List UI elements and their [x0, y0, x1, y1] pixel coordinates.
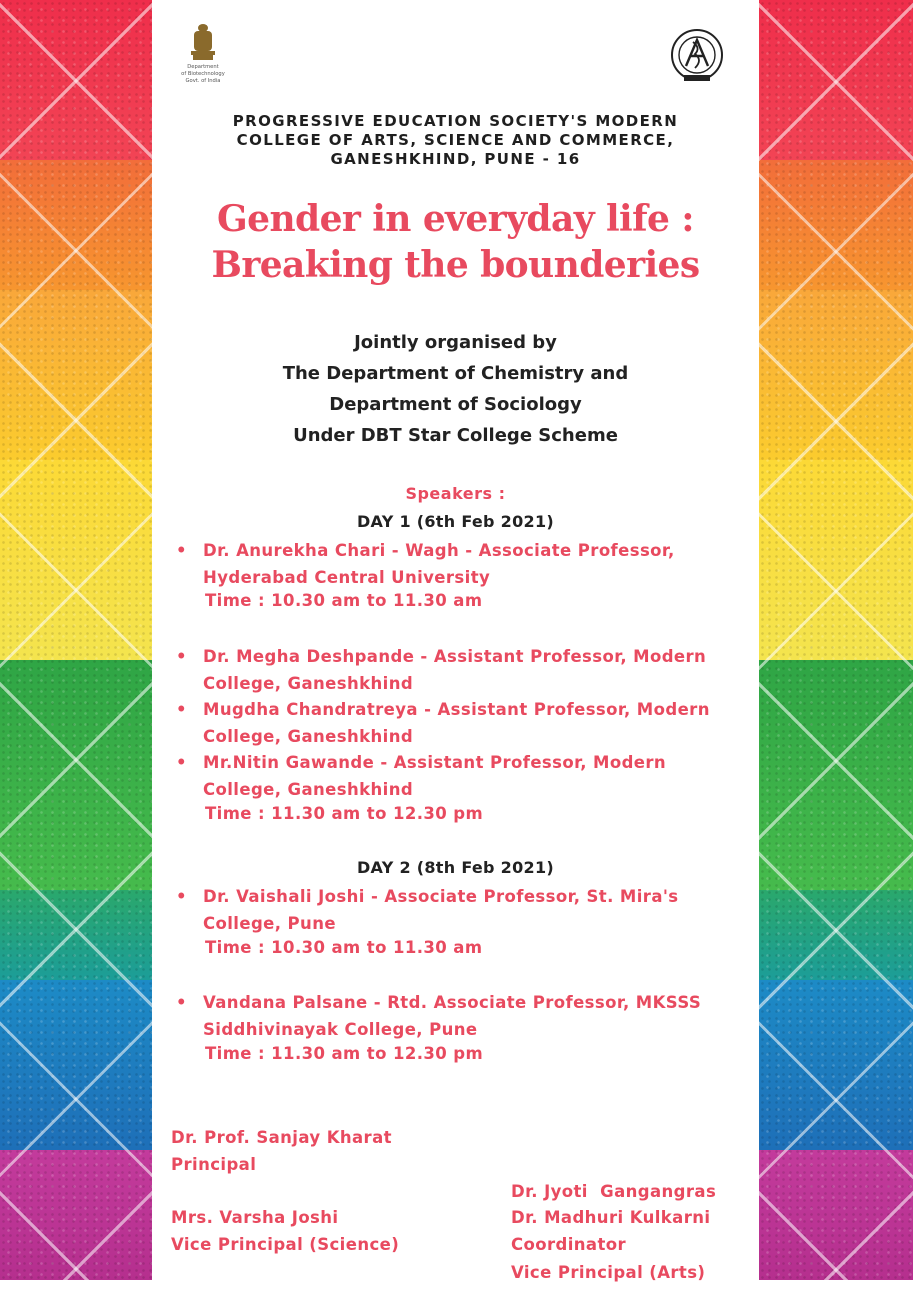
event-title-line: Gender in everyday life : — [217, 198, 694, 240]
bullet: • — [176, 647, 187, 666]
day1-heading: DAY 1 (6th Feb 2021) — [356, 512, 555, 531]
session-time: Time : 11.30 am to 12.30 pm — [205, 804, 484, 823]
session-time: Time : 10.30 am to 11.30 am — [205, 938, 483, 957]
bullet: • — [176, 753, 187, 772]
organisers-line: Department of Sociology — [329, 394, 582, 415]
speaker-line: Dr. Megha Deshpande - Assistant Professor, Modern — [203, 647, 707, 666]
signatory-name: Mrs. Varsha Joshi — [171, 1208, 339, 1227]
college-name-line: GANESHKHIND, PUNE - 16 — [330, 150, 581, 168]
session-time: Time : 11.30 am to 12.30 pm — [205, 1044, 484, 1063]
signatory-name: Dr. Prof. Sanjay Kharat — [171, 1128, 392, 1147]
svg-text:Govt. of India: Govt. of India — [185, 78, 221, 84]
dbt-emblem-logo — [180, 22, 226, 88]
speaker-item — [176, 990, 751, 1043]
speaker-line: Dr. Vaishali Joshi - Associate Professor, St. Mira's — [203, 887, 679, 906]
day2-heading: DAY 2 (8th Feb 2021) — [356, 858, 555, 877]
poster-panel — [152, 0, 759, 1280]
svg-text:Department: Department — [187, 64, 219, 70]
event-title — [152, 196, 759, 288]
bullet: • — [176, 887, 187, 906]
speaker-line: Dr. Anurekha Chari - Wagh - Associate Professor, — [203, 541, 675, 560]
speakers-heading: Speakers : — [405, 484, 506, 503]
rainbow-background-right — [759, 0, 913, 1280]
signatory-vice-principal-science — [171, 1204, 399, 1258]
signatory-coordinator — [511, 1204, 710, 1258]
signatory-role: Vice Principal (Science) — [171, 1235, 400, 1254]
signatory-role: Vice Principal (Arts) — [511, 1263, 706, 1282]
speaker-line: Hyderabad Central University — [203, 567, 491, 587]
speaker-line: College, Ganeshkhind — [203, 726, 414, 746]
rainbow-background-left — [0, 0, 152, 1280]
bullet: • — [176, 700, 187, 719]
speaker-line: College, Ganeshkhind — [203, 673, 414, 693]
bullet: • — [176, 993, 187, 1012]
speaker-line: Siddhivinayak College, Pune — [203, 1019, 478, 1039]
signatory-name: Dr. Jyoti Gangangras — [511, 1182, 717, 1201]
speaker-item — [176, 538, 751, 591]
speaker-item — [176, 750, 751, 803]
bullet: • — [176, 541, 187, 560]
signatory-name: Dr. Madhuri Kulkarni — [511, 1208, 711, 1227]
speaker-item — [176, 884, 751, 937]
signatory-principal — [171, 1124, 392, 1178]
college-name — [152, 112, 759, 169]
speaker-item — [176, 697, 751, 750]
session-time: Time : 10.30 am to 11.30 am — [205, 591, 483, 610]
signatory-role: Coordinator — [511, 1235, 627, 1254]
organisers-line: Jointly organised by — [354, 332, 557, 353]
speaker-line: Mugdha Chandratreya - Assistant Professor, Modern — [203, 700, 710, 719]
college-name-line: COLLEGE OF ARTS, SCIENCE AND COMMERCE, — [236, 131, 675, 149]
speaker-line: Mr.Nitin Gawande - Assistant Professor, Modern — [203, 753, 667, 772]
organisers-line: The Department of Chemistry and — [282, 363, 629, 384]
speaker-line: College, Pune — [203, 913, 336, 933]
organisers-block — [152, 327, 759, 451]
speaker-item — [176, 644, 751, 697]
college-seal-logo — [668, 22, 726, 88]
signatory-role: Principal — [171, 1155, 257, 1174]
organisers-line: Under DBT Star College Scheme — [293, 425, 618, 446]
speaker-line: Vandana Palsane - Rtd. Associate Professor, MKSSS — [203, 993, 702, 1012]
svg-text:of Biotechnology: of Biotechnology — [181, 71, 225, 77]
event-title-line: Breaking the bounderies — [211, 244, 700, 286]
speaker-line: College, Ganeshkhind — [203, 779, 414, 799]
college-name-line: PROGRESSIVE EDUCATION SOCIETY'S MODERN — [232, 112, 679, 130]
